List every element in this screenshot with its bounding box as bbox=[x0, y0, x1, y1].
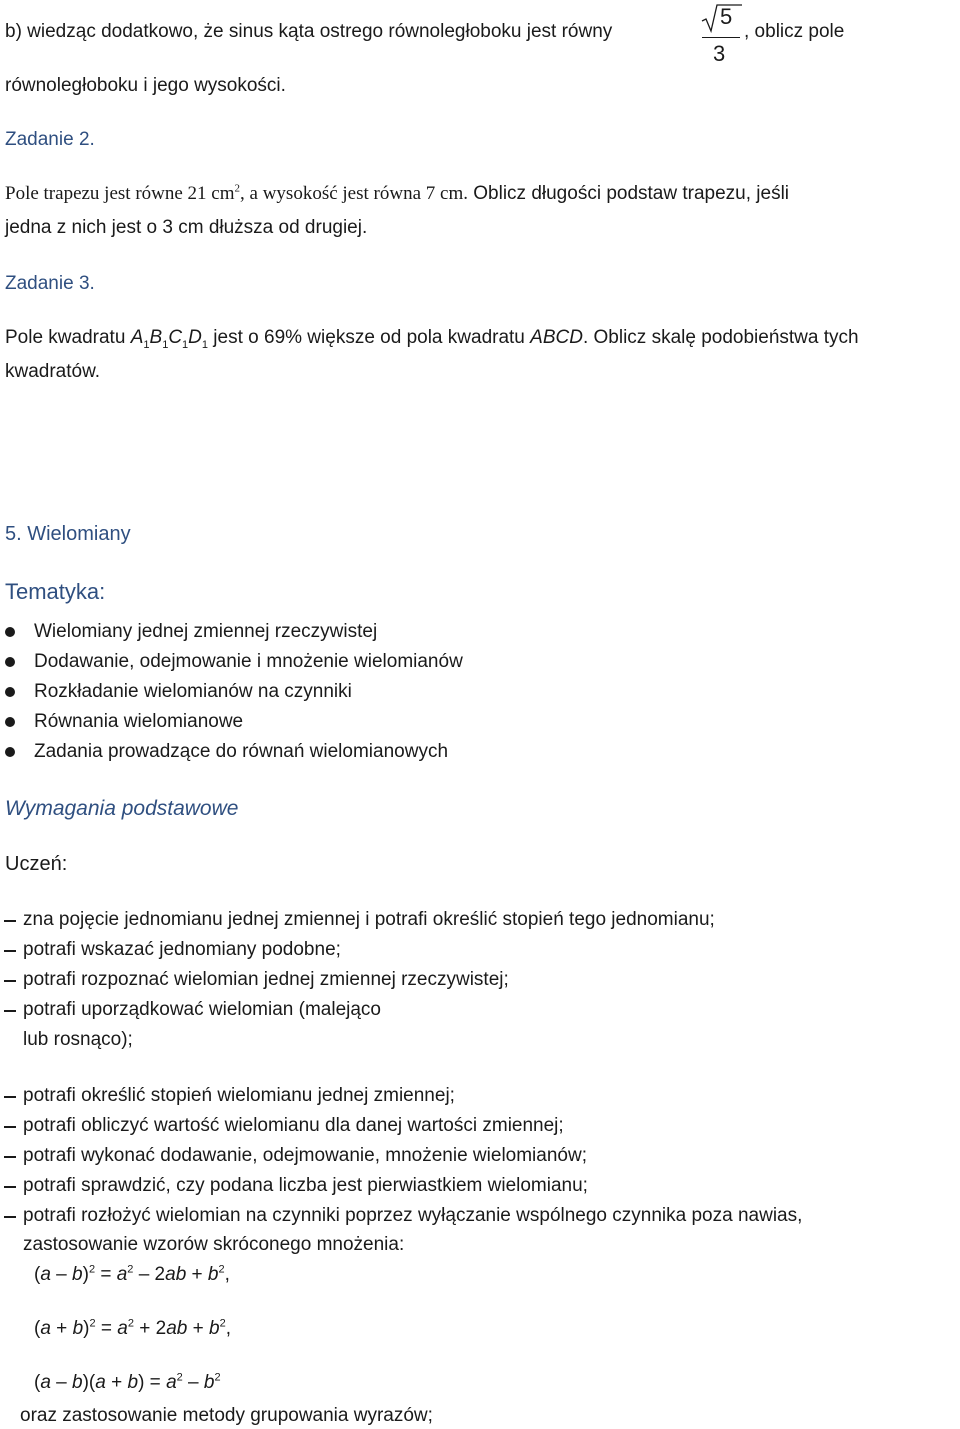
eq-sign: = bbox=[95, 1264, 117, 1285]
exp: 2 bbox=[89, 1317, 96, 1330]
zad2-text-b: , a wysokość jest równa 7 cm. bbox=[240, 183, 468, 204]
wymagania-heading bbox=[5, 797, 238, 821]
bullet-icon bbox=[5, 687, 15, 697]
zadanie-2-line2: jedna z nich jest o 3 cm dłuższa od drugiej. bbox=[5, 217, 368, 238]
exp: 2 bbox=[176, 1371, 183, 1384]
formula-difference-squared: $(a - b)^2 = a^2 - 2ab + b^2$, bbox=[34, 1263, 230, 1285]
var-b: b bbox=[207, 1264, 219, 1285]
var-ab: ab bbox=[166, 1318, 188, 1339]
list-item-continuation: zastosowanie wzorów skróconego mnożenia: bbox=[23, 1234, 405, 1255]
letter-c: C bbox=[168, 327, 183, 348]
exp: 2 bbox=[214, 1371, 221, 1384]
zad2-text-c: Oblicz długości podstaw trapezu, jeśli bbox=[467, 183, 790, 204]
exp: 2 bbox=[88, 1263, 96, 1276]
dash-icon bbox=[4, 980, 16, 982]
letter-a: A bbox=[130, 327, 144, 348]
fraction-bar bbox=[702, 37, 740, 38]
var-a: a bbox=[40, 1318, 51, 1339]
list-item-continuation: lub rosnąco); bbox=[23, 1029, 133, 1050]
zad2-sup: 2 bbox=[234, 182, 241, 195]
var-a: a bbox=[117, 1318, 128, 1339]
exp: 2 bbox=[218, 1263, 225, 1276]
exp: 2 bbox=[127, 1317, 134, 1330]
bullet-icon bbox=[5, 747, 15, 757]
letter-b: B bbox=[149, 327, 163, 348]
fraction-numerator: 5 bbox=[720, 4, 733, 29]
bullet-icon bbox=[5, 657, 15, 667]
list-item: potrafi obliczyć wartość wielomianu dla danej wartości zmiennej; bbox=[23, 1115, 564, 1136]
list-item: Dodawanie, odejmowanie i mnożenie wielomianów bbox=[34, 651, 463, 672]
dash-icon bbox=[4, 1010, 16, 1012]
var-b: b bbox=[72, 1318, 84, 1339]
tematyka-heading: Tematyka: bbox=[5, 579, 106, 604]
uczen-label: Uczeń: bbox=[5, 853, 68, 875]
fraction-denominator: 3 bbox=[713, 41, 726, 66]
letter-d: D bbox=[188, 327, 202, 348]
task-b-after-fraction: , oblicz pole bbox=[744, 21, 845, 42]
exp: 2 bbox=[219, 1317, 226, 1330]
task-b-line2: równoległoboku i jego wysokości. bbox=[5, 75, 286, 96]
zadanie-3-line1 bbox=[5, 326, 859, 350]
var-b: b bbox=[72, 1264, 83, 1285]
dash-icon bbox=[4, 1096, 16, 1098]
list-item: potrafi rozpoznać wielomian jednej zmiennej rzeczywistej; bbox=[23, 969, 509, 990]
list-item: Rozkładanie wielomianów na czynniki bbox=[34, 681, 352, 702]
eq-sign: = bbox=[144, 1372, 167, 1393]
comma: , bbox=[224, 1264, 230, 1285]
plus-sign: + bbox=[50, 1318, 73, 1339]
exp: 2 bbox=[127, 1263, 134, 1276]
dash-icon bbox=[4, 950, 16, 952]
list-item: potrafi wskazać jednomiany podobne; bbox=[23, 939, 341, 960]
dash-icon bbox=[4, 1126, 16, 1128]
dash-icon bbox=[4, 1186, 16, 1188]
var-b: b bbox=[203, 1372, 215, 1393]
list-item: potrafi uporządkować wielomian (malejąco bbox=[23, 999, 382, 1020]
var-ab: ab bbox=[165, 1264, 187, 1285]
dash-icon bbox=[4, 920, 16, 922]
eq-sign: = bbox=[95, 1318, 118, 1339]
var-b: b bbox=[72, 1372, 83, 1393]
var-a: a bbox=[40, 1372, 51, 1393]
list-item: zna pojęcie jednomianu jednej zmiennej i potrafi określić stopień tego jednomianu; bbox=[23, 909, 715, 930]
formula-sum-squared: $(a + b)^2 = a^2 + 2ab + b^2$, bbox=[34, 1317, 231, 1339]
sub-b: 1 bbox=[162, 338, 169, 351]
zad2-text-a: Pole trapezu jest równe 21 cm bbox=[5, 183, 235, 204]
var-a: a bbox=[40, 1264, 51, 1285]
dash-icon bbox=[4, 1216, 16, 1218]
bullet-icon bbox=[5, 717, 15, 727]
sub-c: 1 bbox=[182, 338, 189, 351]
minus-sign: – bbox=[182, 1372, 204, 1393]
sqrt5-over-3-fraction bbox=[700, 3, 742, 67]
var-a: a bbox=[166, 1372, 177, 1393]
minus-sign: – bbox=[50, 1372, 73, 1393]
coef: 2 bbox=[154, 1264, 166, 1285]
minus-sign: – bbox=[133, 1264, 155, 1285]
abcd: ABCD bbox=[530, 327, 583, 348]
plus-2: + 2 bbox=[133, 1318, 167, 1339]
zadanie-2-line1 bbox=[5, 182, 789, 206]
list-item: potrafi określić stopień wielomianu jednej zmiennej; bbox=[23, 1085, 455, 1106]
sub-d: 1 bbox=[201, 338, 209, 351]
list-item: Równania wielomianowe bbox=[34, 711, 244, 732]
zadanie-3-heading: Zadanie 3. bbox=[5, 273, 95, 294]
task-b-text: b) wiedząc dodatkowo, że sinus kąta ostrego równoległoboku jest równy bbox=[5, 21, 613, 42]
list-item: potrafi rozłożyć wielomian na czynniki poprzez wyłączanie wspólnego czynnika poza nawias, bbox=[23, 1205, 803, 1226]
list-item: potrafi sprawdzić, czy podana liczba jest pierwiastkiem wielomianu; bbox=[23, 1175, 588, 1196]
task-b-line1 bbox=[5, 20, 612, 44]
zad3-post: . Oblicz skalę podobieństwa tych bbox=[582, 327, 859, 348]
list-item: potrafi wykonać dodawanie, odejmowanie, mnożenie wielomianów; bbox=[23, 1145, 587, 1166]
list-item: Wielomiany jednej zmiennej rzeczywistej bbox=[34, 621, 378, 642]
dash-icon bbox=[4, 1156, 16, 1158]
list-item: Zadania prowadzące do równań wielomianowych bbox=[34, 741, 449, 762]
bullet-icon bbox=[5, 627, 15, 637]
closing-line: oraz zastosowanie metody grupowania wyrazów; bbox=[20, 1405, 433, 1426]
zad3-mid: jest o 69% większe od pola kwadratu bbox=[208, 327, 531, 348]
var-b: b bbox=[208, 1318, 220, 1339]
zad3-pre: Pole kwadratu bbox=[5, 327, 131, 348]
zadanie-3-line2: kwadratów. bbox=[5, 361, 101, 382]
formula-difference-of-squares: $(a - b)(a + b) = a^2 - b^2$ bbox=[34, 1371, 221, 1393]
sub-a: 1 bbox=[143, 338, 150, 351]
var-a: a bbox=[95, 1372, 106, 1393]
section-title: 5. Wielomiany bbox=[5, 523, 131, 545]
var-a: a bbox=[116, 1264, 128, 1285]
var-b: b bbox=[127, 1372, 139, 1393]
comma: , bbox=[225, 1318, 231, 1339]
minus-sign: – bbox=[50, 1264, 73, 1285]
wymagania-text: Wymagania podstawowe bbox=[5, 797, 239, 820]
zadanie-2-heading: Zadanie 2. bbox=[5, 129, 95, 150]
